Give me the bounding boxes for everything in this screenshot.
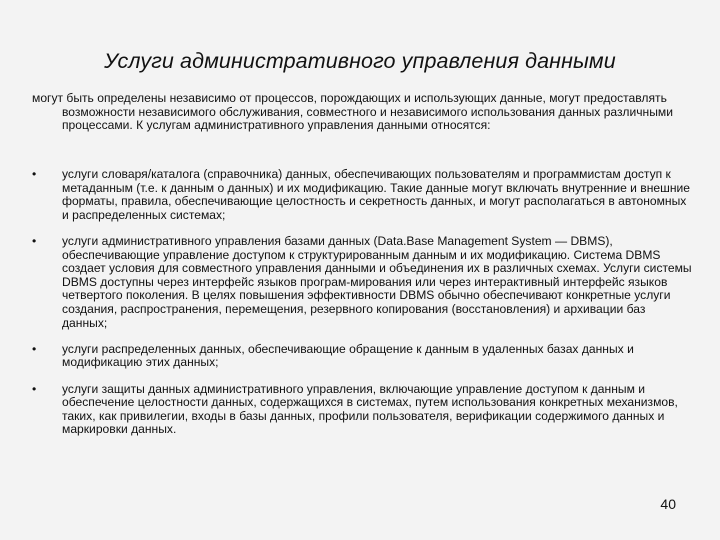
- bullet-item-distributed-data-services: [32, 343, 692, 370]
- bullet-dot-icon: •: [32, 167, 37, 181]
- slide-title: Услуги административного управления данными: [104, 49, 616, 73]
- bullet-item-catalog-services: [32, 168, 692, 222]
- bullet-dot-icon: •: [32, 341, 37, 356]
- bullet-item-dbms-services: [32, 235, 692, 330]
- bullet-text: услуги защиты данных административного управления, включающие управление доступом к данным и обеспечение целостности данных, содержащихся в системах, путем использования конкретных механизмов, таких, как привилегии, входы в базы данных, профили пользователя, верификации содержимого данных и маркировки данных.: [62, 381, 678, 437]
- bullet-dot-icon: •: [32, 381, 37, 396]
- intro-paragraph: могут быть определены независимо от процессов, порождающих и использующих данные, могут предоставлять возможности независимого обслуживания, совместного и независимого использования данных различными процессами. К услугам административного управления данными относятся:: [32, 91, 673, 133]
- bullet-list: [32, 168, 692, 449]
- bullet-dot-icon: •: [32, 233, 37, 248]
- bullet-text: услуги словаря/каталога (справочника) данных, обеспечивающих пользователям и программистам доступ к метаданным (т.е. к данным о данных) и их модификацию. Такие данные могут включать внутренние и внешние форматы, правила, обеспечивающие целостность и секретность данных, и могут располагаться в автономных и распределенных системах;: [62, 167, 690, 222]
- bullet-item-data-protection-services: [32, 383, 692, 437]
- bullet-text: услуги распределенных данных, обеспечивающие обращение к данным в удаленных базах данных и модификацию этих данных;: [62, 341, 634, 370]
- bullet-text: услуги административного управления базами данных (Data.Base Management System — DBMS), обеспечивающие управление доступом к структурированным данным и их модификацию. Система DBMS создает условия для совместного управления данными и объединения их в различных схемах. Услуги системы DBMS доступны через интерфейс языков програм-мирования или через интерактивный интерфейс языков четвертого поколения. В целях повышения эффективности DBMS обычно обеспечивают конкретные услуги создания, распространения, перемещения, резервного копирования (восстановления) и архивации баз данных;: [62, 233, 692, 330]
- page-number: 40: [660, 496, 676, 512]
